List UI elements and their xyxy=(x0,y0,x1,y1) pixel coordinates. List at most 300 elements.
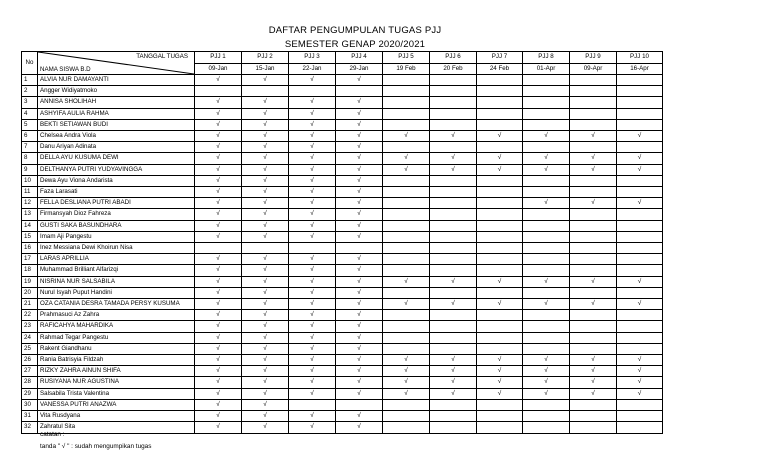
table-row xyxy=(22,209,663,220)
row-number: 17 xyxy=(22,254,38,265)
submission-mark xyxy=(617,343,663,354)
submission-mark: √ xyxy=(336,287,383,298)
submission-mark: √ xyxy=(195,131,242,142)
student-name: Zahratul Sita xyxy=(38,422,195,433)
submission-mark xyxy=(477,119,523,130)
submission-mark xyxy=(383,220,430,231)
row-number: 20 xyxy=(22,287,38,298)
submission-mark: √ xyxy=(289,97,336,108)
submission-mark xyxy=(477,399,523,410)
submission-mark xyxy=(289,399,336,410)
submission-mark: √ xyxy=(430,299,477,310)
submission-mark: √ xyxy=(523,355,570,366)
submission-mark xyxy=(430,231,477,242)
submission-mark: √ xyxy=(336,332,383,343)
submission-mark xyxy=(477,343,523,354)
submission-mark: √ xyxy=(383,276,430,287)
student-name: Dewa Ayu Viona Andarista xyxy=(38,175,195,186)
submission-mark: √ xyxy=(336,321,383,332)
submission-mark: √ xyxy=(617,355,663,366)
submission-mark: √ xyxy=(195,75,242,86)
submission-mark xyxy=(477,209,523,220)
submission-mark: √ xyxy=(242,220,289,231)
submission-mark: √ xyxy=(289,254,336,265)
submission-mark: √ xyxy=(195,377,242,388)
submission-mark: √ xyxy=(289,310,336,321)
submission-mark: √ xyxy=(242,299,289,310)
student-name: ANNISA SHOLIHAH xyxy=(38,97,195,108)
submission-mark xyxy=(383,231,430,242)
submission-mark xyxy=(195,86,242,97)
submission-mark: √ xyxy=(477,299,523,310)
submission-mark xyxy=(570,265,617,276)
table-row xyxy=(22,388,663,399)
submission-mark: √ xyxy=(289,287,336,298)
submission-mark: √ xyxy=(336,254,383,265)
submission-mark: √ xyxy=(523,131,570,142)
submission-mark xyxy=(570,310,617,321)
submission-mark xyxy=(617,142,663,153)
submission-mark: √ xyxy=(195,355,242,366)
row-number: 23 xyxy=(22,321,38,332)
submission-mark: √ xyxy=(336,119,383,130)
submission-mark: √ xyxy=(617,153,663,164)
submission-mark xyxy=(570,254,617,265)
submission-mark: √ xyxy=(289,153,336,164)
submission-mark xyxy=(477,243,523,254)
submission-mark: √ xyxy=(336,164,383,175)
submission-mark xyxy=(617,231,663,242)
submission-mark: √ xyxy=(242,366,289,377)
table-row xyxy=(22,220,663,231)
submission-mark xyxy=(617,209,663,220)
submission-mark xyxy=(383,332,430,343)
submission-mark: √ xyxy=(289,299,336,310)
submission-mark: √ xyxy=(336,343,383,354)
submission-mark xyxy=(430,265,477,276)
row-number: 25 xyxy=(22,343,38,354)
submission-mark xyxy=(570,343,617,354)
submission-mark: √ xyxy=(430,366,477,377)
submission-mark: √ xyxy=(289,411,336,422)
submission-mark xyxy=(477,198,523,209)
submission-mark: √ xyxy=(336,411,383,422)
submission-mark xyxy=(430,108,477,119)
submission-mark xyxy=(617,287,663,298)
student-name: Salsabila Trista Valentina xyxy=(38,388,195,399)
submission-mark xyxy=(523,399,570,410)
submission-mark: √ xyxy=(289,220,336,231)
submission-mark: √ xyxy=(430,131,477,142)
submission-mark: √ xyxy=(242,153,289,164)
submission-mark xyxy=(383,243,430,254)
submission-mark xyxy=(477,422,523,433)
submission-mark xyxy=(570,332,617,343)
submission-mark xyxy=(523,175,570,186)
submission-mark: √ xyxy=(289,187,336,198)
submission-mark: √ xyxy=(242,175,289,186)
table-row xyxy=(22,231,663,242)
student-name: ASHYIFA AULIA RAHMA xyxy=(38,108,195,119)
notes-legend: tanda " √ " : sudah mengumpikan tugas xyxy=(40,443,152,450)
header-pjj-2: PJJ 2 xyxy=(242,52,289,64)
submission-mark: √ xyxy=(242,265,289,276)
submission-mark: √ xyxy=(336,377,383,388)
table-row xyxy=(22,276,663,287)
submission-mark: √ xyxy=(242,75,289,86)
submission-mark: √ xyxy=(195,97,242,108)
submission-mark: √ xyxy=(617,366,663,377)
submission-mark: √ xyxy=(195,198,242,209)
submission-mark: √ xyxy=(195,321,242,332)
student-name: DELLA AYU KUSUMA DEWI xyxy=(38,153,195,164)
row-number: 16 xyxy=(22,243,38,254)
submission-mark: √ xyxy=(242,310,289,321)
submission-mark xyxy=(523,243,570,254)
submission-mark xyxy=(617,411,663,422)
submission-mark: √ xyxy=(242,142,289,153)
submission-mark: √ xyxy=(523,299,570,310)
submission-mark: √ xyxy=(242,119,289,130)
submission-mark: √ xyxy=(195,142,242,153)
submission-mark: √ xyxy=(336,366,383,377)
submission-mark: √ xyxy=(289,175,336,186)
submission-mark: √ xyxy=(336,142,383,153)
submission-mark: √ xyxy=(195,265,242,276)
submission-mark xyxy=(570,321,617,332)
table-row xyxy=(22,332,663,343)
submission-mark: √ xyxy=(195,287,242,298)
submission-mark: √ xyxy=(195,332,242,343)
submission-mark: √ xyxy=(289,231,336,242)
submission-mark: √ xyxy=(289,209,336,220)
submission-mark: √ xyxy=(289,377,336,388)
submission-mark: √ xyxy=(523,388,570,399)
student-name: RAFICAHYA MAHARDIKA xyxy=(38,321,195,332)
submission-mark: √ xyxy=(195,388,242,399)
table-row xyxy=(22,355,663,366)
table-row xyxy=(22,175,663,186)
submission-mark xyxy=(617,108,663,119)
submission-mark: √ xyxy=(383,153,430,164)
header-pjj-6: PJJ 6 xyxy=(430,52,477,64)
submission-mark xyxy=(383,119,430,130)
submission-mark: √ xyxy=(477,355,523,366)
submission-mark: √ xyxy=(336,75,383,86)
submission-mark: √ xyxy=(289,332,336,343)
table-row xyxy=(22,399,663,410)
submission-mark: √ xyxy=(383,388,430,399)
header-date-1: 09-Jan xyxy=(195,63,242,75)
student-name: Danu Ariyan Adinata xyxy=(38,142,195,153)
submission-mark xyxy=(430,422,477,433)
submission-mark: √ xyxy=(336,422,383,433)
submission-mark xyxy=(383,265,430,276)
student-name: Vita Rusdyana xyxy=(38,411,195,422)
row-number: 30 xyxy=(22,399,38,410)
submission-mark xyxy=(477,97,523,108)
submission-mark xyxy=(523,220,570,231)
submission-mark xyxy=(430,187,477,198)
submission-mark xyxy=(336,86,383,97)
submission-mark: √ xyxy=(336,299,383,310)
submission-mark: √ xyxy=(242,399,289,410)
row-number: 22 xyxy=(22,310,38,321)
submission-mark xyxy=(430,411,477,422)
submission-mark xyxy=(430,399,477,410)
submission-mark xyxy=(617,243,663,254)
submission-mark xyxy=(430,198,477,209)
submission-mark xyxy=(617,97,663,108)
submission-mark xyxy=(523,75,570,86)
submission-mark: √ xyxy=(195,119,242,130)
submission-mark xyxy=(477,86,523,97)
submission-mark xyxy=(523,142,570,153)
submission-mark xyxy=(617,254,663,265)
submission-mark xyxy=(617,265,663,276)
submission-mark xyxy=(570,220,617,231)
submission-mark xyxy=(477,75,523,86)
table-row xyxy=(22,131,663,142)
student-name: Chelsea Andra Viola xyxy=(38,131,195,142)
submission-mark: √ xyxy=(336,231,383,242)
notes-label: catatan : xyxy=(40,431,65,438)
student-name: ALVIA NUR DAMAYANTI xyxy=(38,75,195,86)
submission-mark: √ xyxy=(289,142,336,153)
submission-mark: √ xyxy=(477,388,523,399)
submission-mark: √ xyxy=(195,175,242,186)
row-number: 15 xyxy=(22,231,38,242)
submission-mark xyxy=(570,142,617,153)
submission-mark xyxy=(383,175,430,186)
submission-mark: √ xyxy=(617,276,663,287)
header-pjj-8: PJJ 8 xyxy=(523,52,570,64)
submission-mark: √ xyxy=(242,254,289,265)
submission-mark xyxy=(430,343,477,354)
submission-mark xyxy=(617,422,663,433)
submission-mark: √ xyxy=(336,198,383,209)
header-nama-siswa: NAMA SISWA B.D xyxy=(40,66,91,73)
submission-mark: √ xyxy=(430,377,477,388)
submission-mark: √ xyxy=(477,366,523,377)
row-number: 31 xyxy=(22,411,38,422)
document-title: DAFTAR PENGUMPULAN TUGAS PJJ xyxy=(268,25,442,36)
submission-mark xyxy=(383,287,430,298)
submission-mark: √ xyxy=(336,265,383,276)
submission-mark xyxy=(383,321,430,332)
submission-mark: √ xyxy=(336,108,383,119)
submission-mark xyxy=(430,243,477,254)
submission-mark: √ xyxy=(242,209,289,220)
submission-mark xyxy=(430,287,477,298)
submission-mark xyxy=(383,343,430,354)
submission-mark: √ xyxy=(195,422,242,433)
submission-mark xyxy=(523,411,570,422)
submission-mark xyxy=(570,243,617,254)
submission-mark: √ xyxy=(289,388,336,399)
submission-mark: √ xyxy=(289,75,336,86)
student-name: Faza Larasati xyxy=(38,187,195,198)
header-pjj-3: PJJ 3 xyxy=(289,52,336,64)
submission-mark: √ xyxy=(477,276,523,287)
submission-mark: √ xyxy=(195,209,242,220)
header-date-10: 16-Apr xyxy=(617,63,663,75)
submission-mark: √ xyxy=(570,355,617,366)
submission-mark xyxy=(523,209,570,220)
student-name: Nurul Isyah Puput Handini xyxy=(38,287,195,298)
submission-mark: √ xyxy=(523,164,570,175)
submission-mark: √ xyxy=(242,343,289,354)
submission-mark xyxy=(477,287,523,298)
table-row xyxy=(22,265,663,276)
row-number: 13 xyxy=(22,209,38,220)
submission-mark xyxy=(383,108,430,119)
header-pjj-9: PJJ 9 xyxy=(570,52,617,64)
submission-mark: √ xyxy=(336,97,383,108)
submission-mark xyxy=(477,265,523,276)
submission-mark xyxy=(430,75,477,86)
submission-mark: √ xyxy=(195,411,242,422)
submission-mark xyxy=(523,86,570,97)
submission-mark xyxy=(570,119,617,130)
submission-mark xyxy=(617,220,663,231)
submission-mark: √ xyxy=(242,287,289,298)
student-name: Inez Messiana Dewi Khoirun Nisa xyxy=(38,243,195,254)
submission-mark xyxy=(617,86,663,97)
table-row xyxy=(22,142,663,153)
submission-mark: √ xyxy=(336,187,383,198)
table-row xyxy=(22,377,663,388)
submission-mark: √ xyxy=(570,366,617,377)
header-pjj-5: PJJ 5 xyxy=(383,52,430,64)
submission-mark xyxy=(617,75,663,86)
submission-mark xyxy=(617,175,663,186)
row-number: 2 xyxy=(22,86,38,97)
student-name: Prahmasuci Az Zahra xyxy=(38,310,195,321)
row-number: 29 xyxy=(22,388,38,399)
table-row xyxy=(22,153,663,164)
submission-mark xyxy=(383,411,430,422)
submission-mark: √ xyxy=(430,153,477,164)
student-name: Muhammad Brilliant Alfarizqi xyxy=(38,265,195,276)
submission-mark xyxy=(617,332,663,343)
student-name: DELTHANYA PUTRI YUDYAVINGGA xyxy=(38,164,195,175)
submission-mark xyxy=(477,332,523,343)
submission-mark xyxy=(430,86,477,97)
table-row xyxy=(22,254,663,265)
table-row xyxy=(22,243,663,254)
row-number: 6 xyxy=(22,131,38,142)
submission-mark xyxy=(242,243,289,254)
submission-mark: √ xyxy=(523,377,570,388)
table-row xyxy=(22,343,663,354)
submission-mark: √ xyxy=(289,355,336,366)
submission-mark: √ xyxy=(383,355,430,366)
student-name: Rania Batrisyia Fildzah xyxy=(38,355,195,366)
table-row xyxy=(22,299,663,310)
submission-mark xyxy=(477,254,523,265)
submission-mark: √ xyxy=(430,355,477,366)
submission-mark xyxy=(617,310,663,321)
submission-mark: √ xyxy=(383,377,430,388)
submission-mark xyxy=(383,97,430,108)
submission-mark xyxy=(477,231,523,242)
submission-mark: √ xyxy=(242,332,289,343)
submission-mark: √ xyxy=(289,276,336,287)
submission-mark xyxy=(570,187,617,198)
table-row xyxy=(22,321,663,332)
submission-mark xyxy=(570,287,617,298)
submission-mark: √ xyxy=(336,310,383,321)
table-row xyxy=(22,119,663,130)
submission-mark: √ xyxy=(195,276,242,287)
row-number: 24 xyxy=(22,332,38,343)
row-number: 14 xyxy=(22,220,38,231)
submission-mark xyxy=(477,310,523,321)
student-name: FELLA DESLIANA PUTRI ABADI xyxy=(38,198,195,209)
table-row xyxy=(22,187,663,198)
submission-mark xyxy=(523,119,570,130)
header-date-3: 22-Jan xyxy=(289,63,336,75)
submission-mark xyxy=(242,86,289,97)
submission-mark: √ xyxy=(289,422,336,433)
submission-mark: √ xyxy=(289,321,336,332)
submission-mark: √ xyxy=(336,355,383,366)
submission-mark: √ xyxy=(383,164,430,175)
submission-mark xyxy=(523,108,570,119)
submission-mark: √ xyxy=(242,131,289,142)
student-name: Rahmad Tegar Pangestu xyxy=(38,332,195,343)
submission-mark: √ xyxy=(242,231,289,242)
submission-mark: √ xyxy=(336,276,383,287)
submission-mark: √ xyxy=(289,265,336,276)
submission-mark xyxy=(289,243,336,254)
submission-mark xyxy=(383,86,430,97)
submission-mark: √ xyxy=(242,198,289,209)
submission-mark: √ xyxy=(336,209,383,220)
submission-mark: √ xyxy=(242,377,289,388)
submission-mark xyxy=(430,332,477,343)
submission-mark xyxy=(523,332,570,343)
submission-mark: √ xyxy=(617,198,663,209)
row-number: 7 xyxy=(22,142,38,153)
submission-mark: √ xyxy=(430,388,477,399)
submission-mark xyxy=(430,142,477,153)
submission-table xyxy=(21,51,663,434)
row-number: 18 xyxy=(22,265,38,276)
row-number: 10 xyxy=(22,175,38,186)
table-row xyxy=(22,108,663,119)
submission-mark: √ xyxy=(430,164,477,175)
submission-mark: √ xyxy=(570,164,617,175)
submission-mark: √ xyxy=(523,366,570,377)
document-subtitle: SEMESTER GENAP 2020/2021 xyxy=(284,39,426,50)
submission-mark: √ xyxy=(242,108,289,119)
submission-mark: √ xyxy=(289,343,336,354)
table-row xyxy=(22,310,663,321)
row-number: 1 xyxy=(22,75,38,86)
submission-mark xyxy=(477,411,523,422)
submission-mark xyxy=(383,310,430,321)
submission-mark: √ xyxy=(289,108,336,119)
submission-mark: √ xyxy=(336,131,383,142)
row-number: 3 xyxy=(22,97,38,108)
row-number: 4 xyxy=(22,108,38,119)
header-date-9: 09-Apr xyxy=(570,63,617,75)
submission-mark xyxy=(570,209,617,220)
submission-mark xyxy=(477,321,523,332)
submission-mark xyxy=(383,198,430,209)
